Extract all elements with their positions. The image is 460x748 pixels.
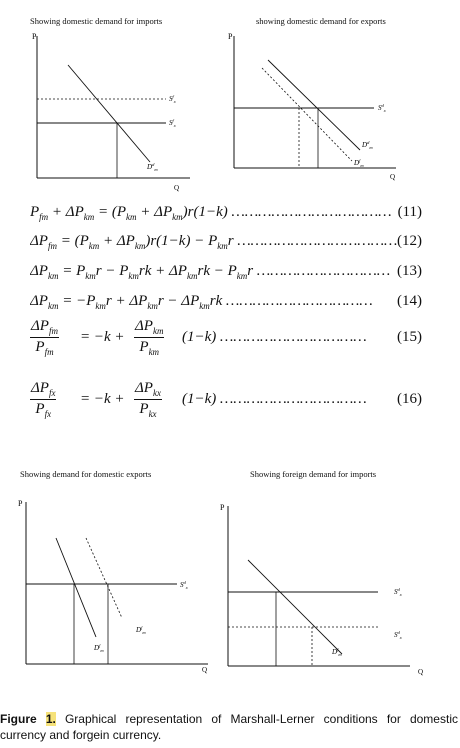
chart-demand-domestic-exports [12,494,217,674]
demand-curve [248,560,342,654]
panel-title-exports: showing domestic demand for exports [256,16,386,26]
caption-text: Graphical representation of Marshall-Lerner conditions for domestic currency and forgein currency. [0,712,458,742]
equation-number: (13) [397,263,422,279]
panel-title-foreign-imports: Showing foreign demand for imports [250,469,377,479]
panel-title-domestic-exports: Showing demand for domestic exports [20,469,152,479]
equation-number: (14) [397,293,422,309]
chart-domestic-demand-exports [224,28,404,188]
demand-curve-dashed [262,68,352,161]
supply-lower-label: $S^d_x$ [394,630,402,640]
x-axis-label: Q [390,173,396,181]
demand-solid-label: $D^d_m$ [362,140,373,150]
supply-label: $S^d_x$ [378,103,386,113]
demand-dashed-label: $D^f_m$ [354,158,364,168]
supply-lower-label: $S^f_x$ [169,118,176,128]
equation-15: $\Delta P_{fm}$ $P_{fm}$ = −k + $\Delta P_{km}$ $P_{km}$ (1−k) …………………………… (15) [31,318,422,357]
demand-label: $D^d_m$ [147,162,158,172]
y-axis-label: P [18,499,23,508]
equation-11: $P_{fm} + \Delta P_{km} = (P_{km} + \Delta P_{km})r(1-k)$ ……………………………… (11) [30,204,422,222]
equation-13: $\Delta P_{km} = P_{km}r - P_{km}rk + \Delta P_{km}rk - P_{km}r$ ………………………… (13) [30,263,422,281]
figure-caption [0,711,458,743]
panel-title-imports: Showing domestic demand for imports [30,16,163,26]
figure-label: Figure [0,712,37,726]
demand-solid-label: $D^f_m$ [94,643,104,653]
figure-number: 1. [45,712,56,726]
supply-label: $S^d_x$ [180,580,188,590]
x-axis-label: Q [418,668,424,676]
equation-number: (11) [397,204,422,220]
demand-curve [68,65,150,162]
supply-upper-label: $S^f_x$ [169,94,176,104]
demand-curve-solid [56,538,96,637]
demand-curve-dashed [86,538,122,618]
equation-14: $\Delta P_{km} = -P_{km}r + \Delta P_{km}r - \Delta P_{km}rk$ …………………………… (14) [30,293,422,311]
x-axis-label: Q [174,184,180,192]
supply-upper-label: $S^d_x$ [394,587,402,597]
equation-number: (12) [397,233,422,249]
demand-label: $D^f_m$ [332,647,342,657]
demand-dashed-label: $D^f_m$ [136,625,146,635]
equation-12: $\Delta P_{fm} = (P_{km} + \Delta P_{km})r(1-k) - P_{km}r$ ……………………………… (12) [30,233,422,251]
y-axis-label: P [32,32,37,41]
equation-number: (15) [397,329,422,345]
x-axis-label: Q [202,666,208,674]
equation-16: $\Delta P_{fx}$ $P_{fx}$ = −k + $\Delta P_{kx}$ $P_{kx}$ (1−k) …………………………… (16) [31,380,422,419]
chart-foreign-demand-imports [214,494,434,679]
y-axis-label: P [220,503,225,512]
y-axis-label: P [228,32,233,41]
equation-number: (16) [397,391,422,407]
demand-curve-solid [268,60,360,150]
chart-domestic-demand-imports [28,28,198,193]
